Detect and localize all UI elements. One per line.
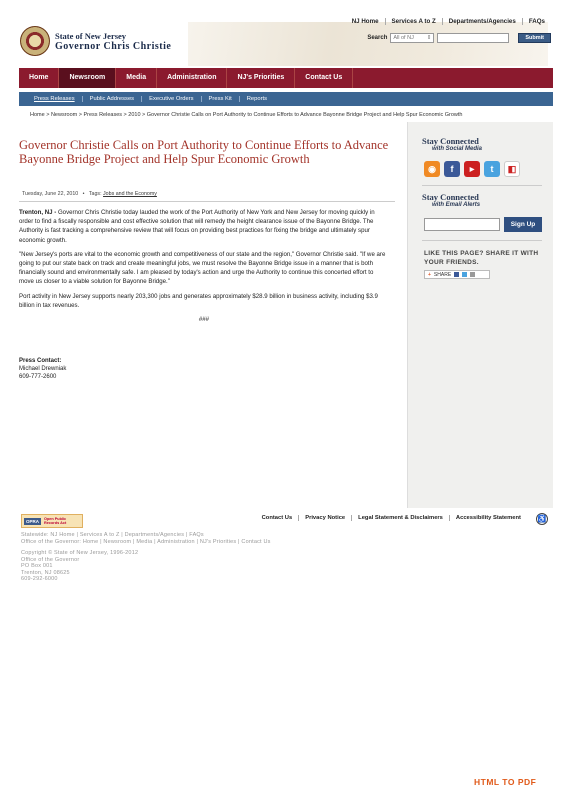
breadcrumb[interactable]: Home > Newsroom > Press Releases > 2010 > Governor Christie Calls on Port Authority to Continue Efforts to Advance Bayonne Bridge Project and Help Spur Economic Growth	[30, 112, 463, 118]
main-navigation	[19, 68, 553, 88]
rss-icon[interactable]: ◉	[424, 161, 440, 177]
header-banner-image	[188, 22, 548, 66]
press-contact-label: Press Contact:	[19, 358, 62, 364]
nav-home[interactable]: Home	[19, 68, 59, 88]
article-date: Tuesday, June 22, 2010	[22, 191, 79, 197]
footer-nav-text	[21, 532, 271, 546]
dateline: Trenton, NJ -	[19, 209, 57, 216]
facebook-icon[interactable]: f	[444, 161, 460, 177]
opra-badge[interactable]	[21, 514, 83, 528]
social-media-heading	[422, 136, 482, 152]
opra-logo: OPRA	[26, 518, 40, 524]
article-body	[19, 208, 389, 329]
share-button[interactable]	[424, 270, 490, 279]
search-label: Search	[367, 35, 388, 41]
services-a-to-z-link[interactable]: Services A to Z	[385, 18, 442, 25]
sidebar	[408, 122, 553, 508]
brand-governor-name: Governor Chris Christie	[55, 40, 172, 52]
article-meta	[22, 191, 157, 197]
flickr-icon[interactable]: ◧	[504, 161, 520, 177]
search-input[interactable]	[437, 33, 509, 43]
press-contact	[19, 357, 66, 381]
opra-text: Open Public Records Act	[44, 516, 67, 525]
nav-contact-us[interactable]: Contact Us	[295, 68, 353, 88]
with-email-alerts-subtitle: with Email Alerts	[432, 202, 481, 208]
press-contact-phone: 609-777-2600	[19, 374, 57, 380]
email-mini-icon	[470, 272, 475, 277]
office-links[interactable]: Office of the Governor: Home | Newsroom | Media | Administration | NJ's Priorities | Contact Us	[21, 539, 271, 545]
page-title: Governor Christie Calls on Port Authority to Continue Efforts to Advance Bayonne Bridge Project and Help Spur Economic Growth	[19, 138, 389, 166]
bullet-icon: •	[79, 191, 88, 197]
subnav-press-releases[interactable]: Press Releases	[34, 96, 75, 102]
departments-agencies-link[interactable]: Departments/Agencies	[442, 18, 522, 25]
nav-media[interactable]: Media	[116, 68, 157, 88]
footer-links	[256, 515, 527, 521]
footer-accessibility-link[interactable]: Accessibility Statement	[449, 515, 527, 521]
end-marker: ###	[198, 316, 210, 324]
paragraph-3: Port activity in New Jersey supports nearly 203,300 jobs and generates approximately $28.9 billion in business activity, including $3.9 billion in tax revenues.	[19, 292, 378, 309]
state-seal-icon	[20, 26, 50, 56]
nav-nj-priorities[interactable]: NJ's Priorities	[227, 68, 295, 88]
nav-newsroom[interactable]: Newsroom	[59, 68, 116, 88]
tag-jobs-economy-link[interactable]: Jobs and the Economy	[103, 191, 157, 197]
sidebar-divider	[422, 185, 542, 186]
subnav-executive-orders[interactable]: Executive Orders	[141, 96, 200, 102]
subnav-reports[interactable]: Reports	[239, 96, 274, 102]
subnav-public-addresses[interactable]: Public Addresses	[82, 96, 141, 102]
nj-home-link[interactable]: NJ Home	[351, 18, 379, 25]
paragraph-1-text: Governor Chris Christie today lauded the work of the Port Authority of New York and New Jersey for moving quickly in order to find a fiscally responsible and cost effective solution that will remedy the height clearance issue of the Bayonne Bridge. The Authority is fast tracking a comprehensive review that will focus on providing best practices for fixing the bridge and ultimately spur economic growth.	[19, 209, 375, 244]
top-utility-links	[346, 18, 551, 25]
facebook-mini-icon	[454, 272, 459, 277]
footer-address	[21, 550, 138, 583]
article-content	[19, 122, 408, 508]
address-line-3: Trenton, NJ 08625	[21, 569, 70, 576]
accessibility-icon[interactable]: ♿	[536, 513, 548, 525]
search-bar	[367, 33, 551, 43]
footer-contact-us-link[interactable]: Contact Us	[261, 515, 293, 521]
faqs-link[interactable]: FAQs	[522, 18, 551, 25]
chevron-down-icon: ⇕	[426, 35, 432, 41]
html-to-pdf-watermark: HTML TO PDF	[474, 777, 537, 787]
with-social-media-subtitle: with Social Media	[432, 146, 483, 152]
paragraph-1	[19, 208, 389, 245]
address-line-1: Office of the Governor	[21, 556, 80, 563]
copyright: Copyright © State of New Jersey, 1996-2012	[21, 550, 139, 556]
twitter-icon[interactable]: t	[484, 161, 500, 177]
plus-icon: +	[428, 271, 431, 278]
brand-state-name: State of New Jersey	[55, 30, 127, 41]
footer-privacy-notice-link[interactable]: Privacy Notice	[298, 515, 351, 521]
youtube-icon[interactable]: ▶	[464, 161, 480, 177]
title-divider	[19, 201, 395, 202]
subnav-press-kit[interactable]: Press Kit	[201, 96, 239, 102]
address-line-2: PO Box 001	[21, 563, 53, 570]
sub-navigation	[19, 92, 553, 106]
address-phone: 609-292-6000	[21, 576, 58, 583]
search-scope-select[interactable]	[390, 33, 434, 43]
submit-button[interactable]: Submit	[518, 33, 551, 43]
press-contact-name: Michael Drewniak	[19, 366, 67, 372]
twitter-mini-icon	[462, 272, 467, 277]
statewide-links[interactable]: Statewide: NJ Home | Services A to Z | Departments/Agencies | FAQs	[21, 532, 204, 538]
nav-administration[interactable]: Administration	[157, 68, 227, 88]
sidebar-divider-2	[422, 240, 542, 241]
stay-connected-title: Stay Connected	[422, 136, 479, 146]
brand[interactable]	[20, 26, 171, 56]
paragraph-2: "New Jersey's ports are vital to the economic growth and competitiveness of our state and the region," Governor Christie said. "If we are going to put our state back on track and create meaningful jobs, we must resolve the Bayonne Bridge issue in a manner that is both financially sound and environmentally safe. I am pleased by today's action and urge the Authority to continue this concerted effort to move us closer to a viable solution for Bayonne Bridge."	[19, 250, 386, 286]
footer-legal-statement-link[interactable]: Legal Statement & Disclaimers	[351, 515, 449, 521]
email-field[interactable]	[424, 218, 500, 231]
stay-connected-title-2: Stay Connected	[422, 192, 479, 202]
share-prompt: LIKE THIS PAGE? SHARE IT WITH YOUR FRIENDS.	[424, 250, 539, 266]
share-label: SHARE	[433, 271, 452, 278]
tags-label: Tags:	[88, 191, 102, 197]
social-icons	[424, 161, 520, 177]
search-scope-value: All of NJ	[393, 35, 414, 41]
sign-up-button[interactable]: Sign Up	[504, 217, 542, 232]
site-header	[18, 12, 551, 66]
email-alerts-heading	[422, 192, 480, 208]
